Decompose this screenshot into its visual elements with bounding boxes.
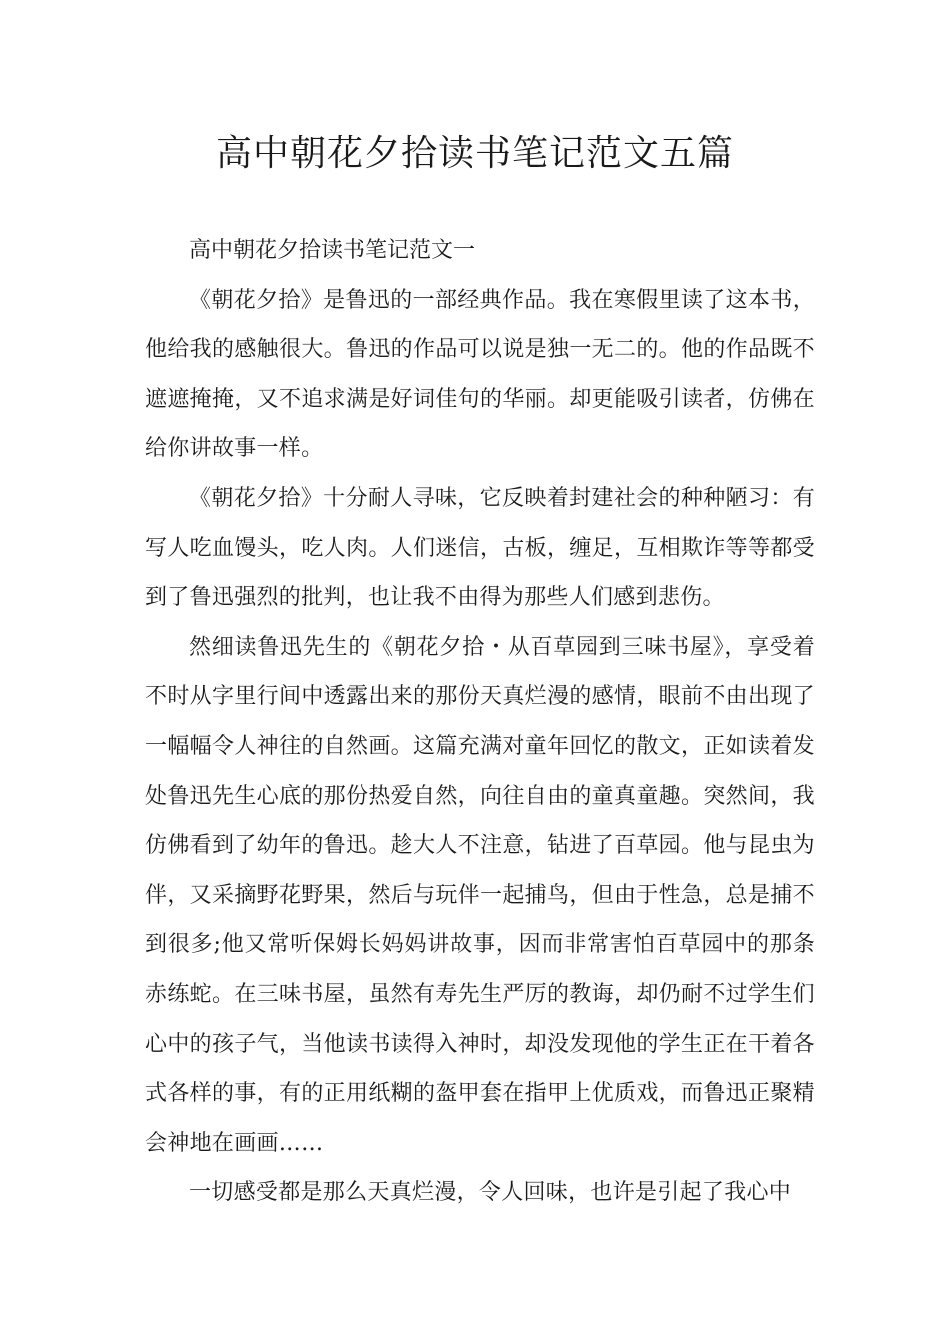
- paragraph: 一切感受都是那么天真烂漫，令人回味，也许是引起了我心中: [189, 1180, 792, 1206]
- document-body: [145, 226, 815, 1218]
- paragraph: 《朝花夕拾》十分耐人寻味，它反映着封建社会的种种陋习：有写人吃血馒头，吃人肉。人们迷信，古板，缠足，互相欺诈等等都受到了鲁迅强烈的批判，也让我不由得为那些人们感到悲伤。: [145, 485, 815, 611]
- section-heading: 高中朝花夕拾读书笔记范文一: [189, 238, 476, 263]
- paragraph: 《朝花夕拾》是鲁迅的一部经典作品。我在寒假里读了这本书，他给我的感触很大。鲁迅的作品可以说是独一无二的。他的作品既不遮遮掩掩，又不追求满是好词佳句的华丽。却更能吸引读者，仿佛在给你讲故事一样。: [145, 287, 815, 462]
- document-title: 高中朝花夕拾读书笔记范文五篇: [215, 133, 734, 174]
- paragraph: 然细读鲁迅先生的《朝花夕拾・从百草园到三味书屋》，享受着不时从字里行间中透露出来的那份天真烂漫的感情，眼前不由出现了一幅幅令人神往的自然画。这篇充满对童年回忆的散文，正如读着发处鲁迅先生心底的那份热爱自然，向往自由的童真童趣。突然间，我仿佛看到了幼年的鲁迅。趁大人不注意，钻进了百草园。他与昆虫为伴，又采摘野花野果，然后与玩伴一起捕鸟，但由于性急，总是捕不到很多;他又常听保姆长妈妈讲故事，因而非常害怕百草园中的那条赤练蛇。在三味书屋，虽然有寿先生严厉的教诲，却仍耐不过学生们心中的孩子气，当他读书读得入神时，却没发现他的学生正在干着各式各样的事，有的正用纸糊的盔甲套在指甲上优质戏，而鲁迅正聚精会神地在画画……: [145, 634, 815, 1156]
